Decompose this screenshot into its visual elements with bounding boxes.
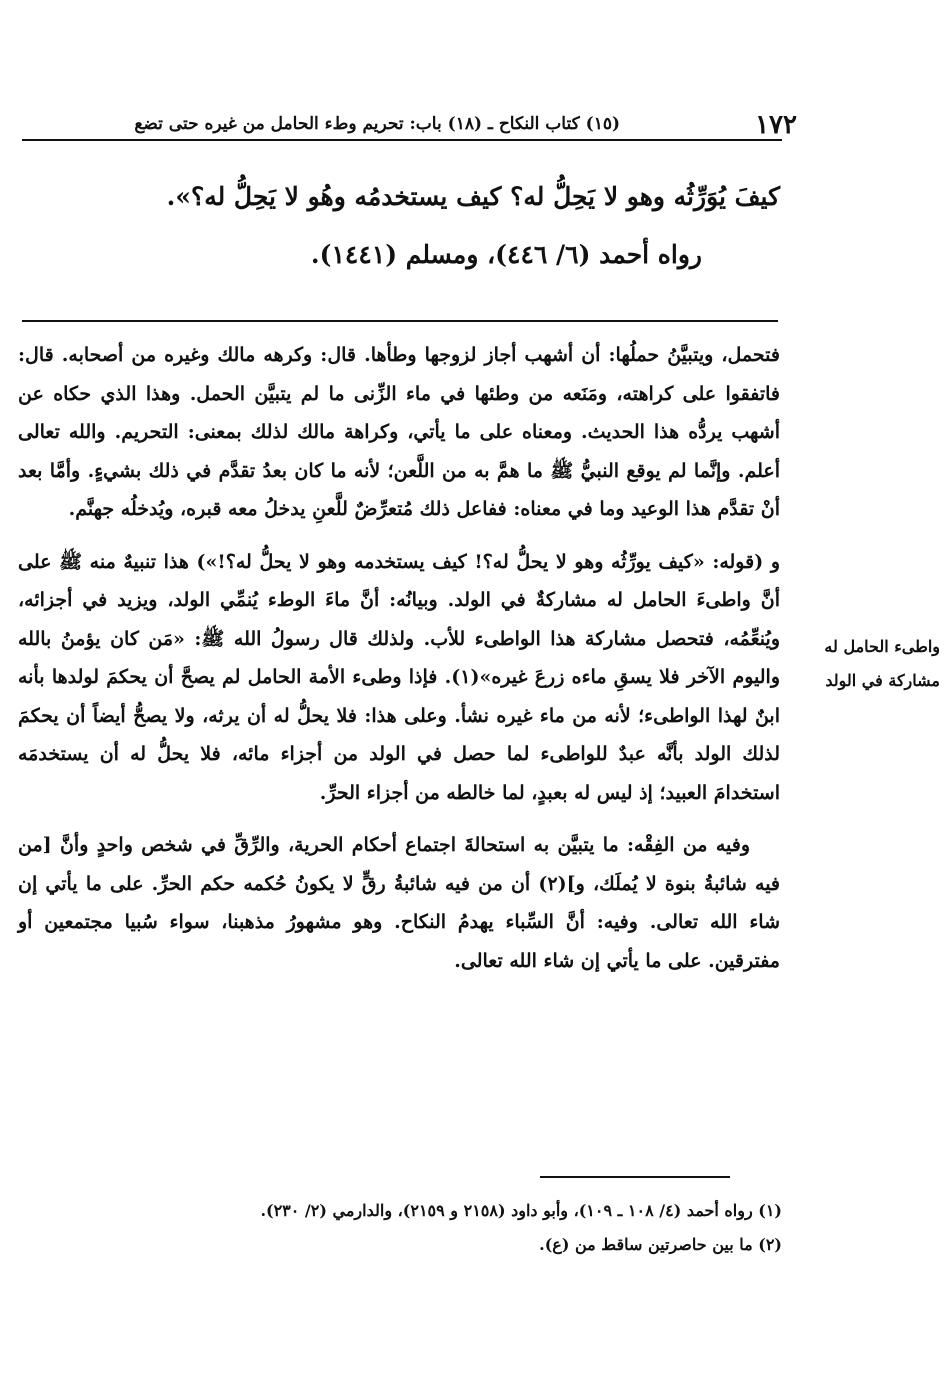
footnote: (٢) ما بين حاصرتين ساقط من (ع). bbox=[539, 1235, 782, 1254]
commentary-paragraph: و (قوله: «كيف يورِّثُه وهو لا يحلُّ له؟! كيف يستخدمه وهو لا يحلُّ له؟!») هذا تنبيهٌ منه ﷺ على أنَّ واطىءَ الحامل له مشاركةٌ في الولد. وبيانُه: أنَّ ماءَ الوطء يُنمِّي الولد، ويزيد في أجزائه، ويُنعِّمُه، فتحصل مشاركة هذا الواطىء للأب. ولذلك قال رسولُ الله ﷺ: «مَن كان يؤمنُ بالله واليوم الآخر فلا يسقِ ماءه زرعَ غيره»(١). فإذا وطىء الأمة الحامل لم يصحَّ أن يحكمَ لولدها بأنه ابنٌ لهذا الواطىء؛ لأنه من ماء غيره نشأ. وعلى هذا: فلا يحلُّ له أن يرثه، ولا يصحُّ أيضاً أن يحكمَ لذلك الولد بأنَّه عبدٌ للواطىء لما حصل في الولد من أجزاء مائه، فلا يحلُّ له أن يستخدمَه استخدامَ العبيد؛ إذ ليس له بعبدٍ، لما خالطه من أجزاء الحرِّ. bbox=[18, 550, 780, 804]
running-title: (١٥) كتاب النكاح ـ (١٨) باب: تحريم وطء الحامل من غيره حتى تضع bbox=[134, 114, 620, 134]
footnote-divider bbox=[540, 1176, 730, 1178]
section-divider bbox=[22, 320, 778, 322]
margin-note-line: واطىء الحامل له bbox=[824, 637, 940, 656]
page-number: ١٧٢ bbox=[755, 110, 797, 140]
header-divider bbox=[22, 139, 782, 141]
margin-note-line: مشاركة في الولد bbox=[825, 671, 940, 690]
commentary-paragraph: فتحمل، ويتبيَّنُ حملُها: أن أشهب أجاز لزوجها وطأها. قال: وكرهه مالك وغيره من أصحابه. قال: فاتفقوا على كراهته، ومَنَعه من وطئها في ماء الزِّنى ما لم يتبيَّن الحمل. وهذا الذي حكاه عن أشهب يردُّه هذا الحديث. ومعناه على ما يأتي، وكراهة مالك لذلك بمعنى: التحريم. والله تعالى أعلم. وإنَّما لم يوقع النبيُّ ﷺ ما همَّ به من اللَّعن؛ لأنه ما كان بعدُ تقدَّم في ذلك بشيءٍ. وأمَّا بعد أنْ تقدَّم هذا الوعيد وما في معناه: ففاعل ذلك مُتعرِّضٌ للَّعنِ يدخلُ معه قبره، ويُدخلُه جهنَّم. bbox=[18, 344, 780, 520]
hadith-citation: رواه أحمد (٦/ ٤٤٦)، ومسلم (١٤٤١). bbox=[310, 240, 702, 269]
hadith-text: كيفَ يُوَرِّثُه وهو لا يَحِلُّ له؟ كيف يستخدمُه وهُو لا يَحِلُّ له؟». bbox=[166, 182, 780, 211]
commentary-paragraph: وفيه من الفِقْه: ما يتبيَّن به استحالةَ اجتماع أحكام الحرية، والرِّقِّ في شخص واحدٍ وأنَّ [من فيه شائبةُ بنوة لا يُملَك، و](٢) أن من فيه شائبةُ رقٍّ لا يكونُ حُكمه حكم الحرِّ. على ما يأتي إن شاء الله تعالى. وفيه: أنَّ السِّباء يهدمُ النكاح. وهو مشهورُ مذهبنا، سواء سُبيا مجتمعين أو مفترقين. على ما يأتي إن شاء الله تعالى. bbox=[18, 834, 781, 972]
footnotes bbox=[20, 1194, 782, 1262]
hadith-excerpt bbox=[120, 168, 780, 284]
commentary bbox=[18, 336, 780, 980]
margin-note bbox=[790, 630, 940, 698]
footnote: (١) رواه أحمد (٤/ ١٠٨ ـ ١٠٩)، وأبو داود (٢١٥٨ و ٢١٥٩)، والدارمي (٢/ ٢٣٠). bbox=[260, 1201, 782, 1220]
